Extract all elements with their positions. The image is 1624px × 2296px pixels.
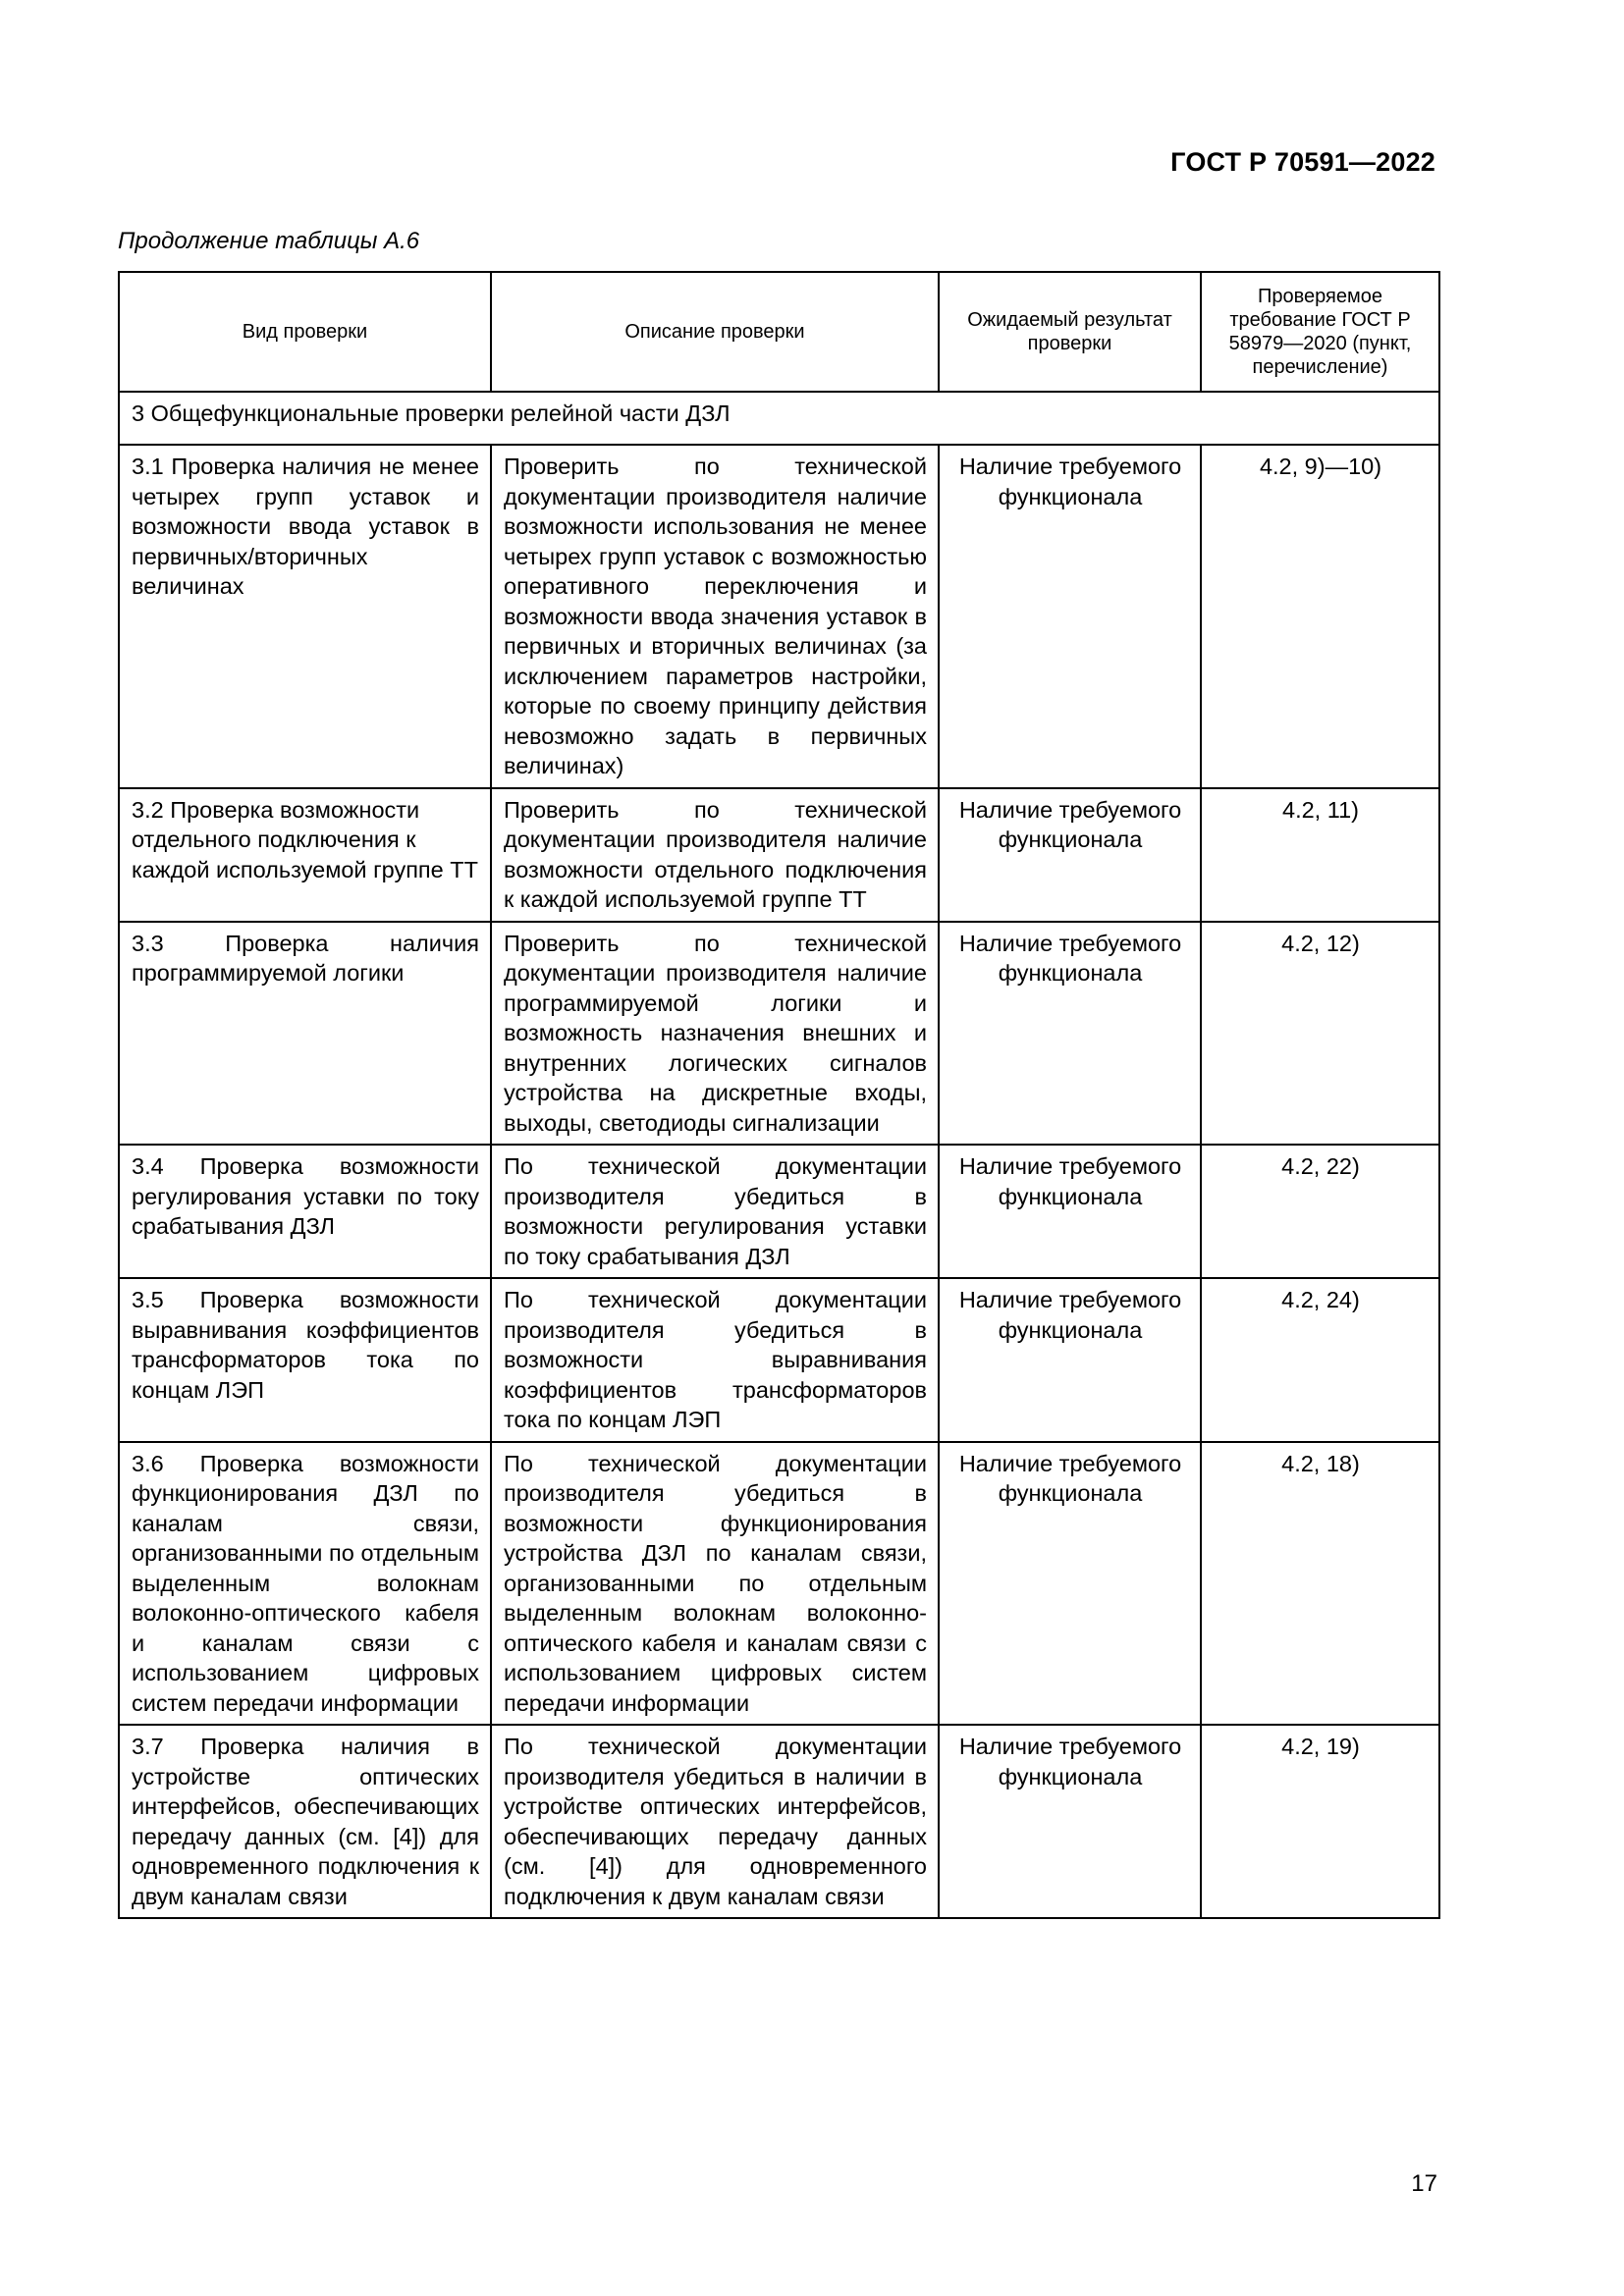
requirement-cell: 4.2, 12) [1201, 922, 1439, 1146]
column-header-requirement: Проверяемое требование ГОСТ Р 58979—2020 (пункт, перечисление) [1201, 272, 1439, 392]
table-row [119, 788, 1439, 922]
expected-result-cell: Наличие требуемого функционала [939, 922, 1201, 1146]
column-header-description: Описание проверки [491, 272, 939, 392]
requirement-cell: 4.2, 22) [1201, 1145, 1439, 1278]
description-cell: Проверить по технической документации производителя наличие возможности отдельного подключения к каждой используемой группе ТТ [491, 788, 939, 922]
description-cell: По технической документации производителя убедиться в возможности функционирования устройства ДЗЛ по каналам связи, организованными по отдельным выделенным волокнам волоконно-оптического кабеля и каналам связи с использованием цифровых систем передачи информации [491, 1442, 939, 1726]
table-row [119, 1442, 1439, 1726]
expected-result-cell: Наличие требуемого функционала [939, 1145, 1201, 1278]
description-cell: По технической документации производителя убедиться в возможности регулирования уставки по току срабатывания ДЗЛ [491, 1145, 939, 1278]
table-row [119, 1278, 1439, 1442]
table-row [119, 445, 1439, 788]
table-header-row [119, 272, 1439, 392]
requirement-cell: 4.2, 19) [1201, 1725, 1439, 1918]
expected-result-cell: Наличие требуемого функционала [939, 445, 1201, 788]
table-row [119, 922, 1439, 1146]
table-caption: Продолжение таблицы А.6 [118, 228, 420, 254]
description-cell: Проверить по технической документации производителя наличие возможности использования не менее четырех групп уставок с возможностью оперативного переключения и возможности ввода значения уставок в первичных и вторичных величинах (за исключением параметров настройки, которые по своему принципу действия невозможно задать в первичных величинах) [491, 445, 939, 788]
column-header-expected-result: Ожидаемый результат проверки [939, 272, 1201, 392]
expected-result-cell: Наличие требуемого функционала [939, 1725, 1201, 1918]
check-type-cell: 3.1 Проверка наличия не менее четырех групп уставок и возможности ввода уставок в первичных/вторичных величинах [119, 445, 491, 788]
requirement-cell: 4.2, 18) [1201, 1442, 1439, 1726]
check-type-cell: 3.5 Проверка возможности выравнивания коэффициентов трансформаторов тока по концам ЛЭП [119, 1278, 491, 1442]
expected-result-cell: Наличие требуемого функционала [939, 788, 1201, 922]
check-type-cell: 3.7 Проверка наличия в устройстве оптических интерфейсов, обеспечивающих передачу данных (см. [4]) для одновременного подключения к двум каналам связи [119, 1725, 491, 1918]
table-row [119, 1725, 1439, 1918]
check-type-cell: 3.6 Проверка возможности функционирования ДЗЛ по каналам связи, организованными по отдельным выделенным волокнам волоконно-оптического кабеля и каналам связи с использованием цифровых систем передачи информации [119, 1442, 491, 1726]
table-row [119, 1145, 1439, 1278]
check-type-cell: 3.2 Проверка возможности отдельного подключения к каждой используемой группе ТТ [119, 788, 491, 922]
section-title: 3 Общефункциональные проверки релейной части ДЗЛ [119, 392, 1439, 445]
description-cell: По технической документации производителя убедиться в возможности выравнивания коэффициентов трансформаторов тока по концам ЛЭП [491, 1278, 939, 1442]
requirement-cell: 4.2, 11) [1201, 788, 1439, 922]
check-type-cell: 3.4 Проверка возможности регулирования уставки по току срабатывания ДЗЛ [119, 1145, 491, 1278]
description-cell: По технической документации производителя убедиться в наличии в устройстве оптических интерфейсов, обеспечивающих передачу данных (см. [4]) для одновременного подключения к двум каналам связи [491, 1725, 939, 1918]
requirement-cell: 4.2, 9)—10) [1201, 445, 1439, 788]
page-number: 17 [1411, 2170, 1437, 2197]
check-type-cell: 3.3 Проверка наличия программируемой логики [119, 922, 491, 1146]
document-code: ГОСТ Р 70591—2022 [1170, 147, 1435, 177]
requirement-cell: 4.2, 24) [1201, 1278, 1439, 1442]
expected-result-cell: Наличие требуемого функционала [939, 1278, 1201, 1442]
column-header-check-type: Вид проверки [119, 272, 491, 392]
section-row [119, 392, 1439, 445]
checks-table [118, 271, 1440, 1919]
description-cell: Проверить по технической документации производителя наличие программируемой логики и возможность назначения внешних и внутренних логических сигналов устройства на дискретные входы, выходы, светодиоды сигнализации [491, 922, 939, 1146]
expected-result-cell: Наличие требуемого функционала [939, 1442, 1201, 1726]
